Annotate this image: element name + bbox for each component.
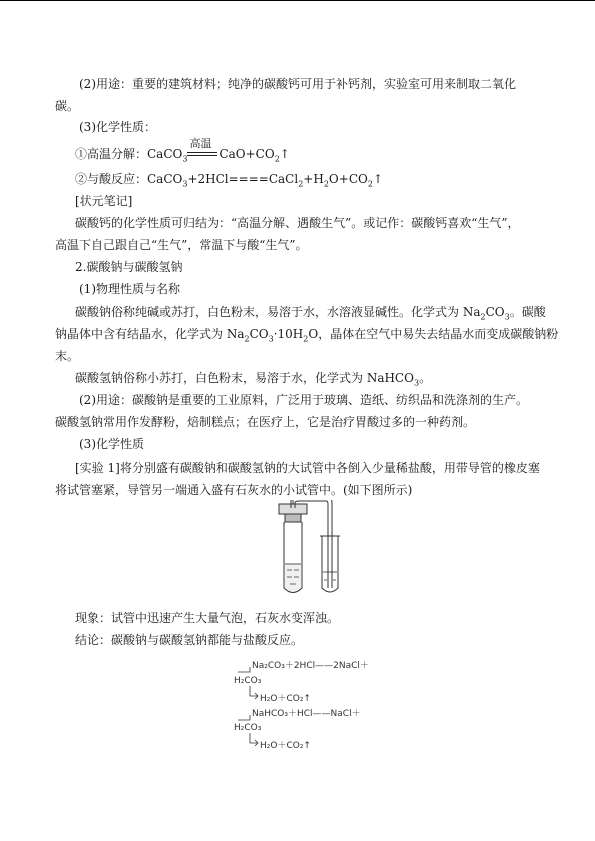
header-rule [0, 0, 595, 1]
acid-liquid [285, 564, 301, 592]
paragraph-uses-caco3-cont: 碳。 [55, 99, 80, 113]
intermediate-h2co3-2: H₂CO₃ [234, 723, 262, 733]
paragraph-nahco3: 碳酸氢钠俗称小苏打，白色粉末，易溶于水，化学式为 NaHCO$_3$。 [75, 371, 432, 388]
subheading-physical-properties: (1)物理性质与名称 [79, 282, 180, 296]
note-body: 碳酸钙的化学性质可归结为：“高温分解、遇酸生气”。或记作：碳酸钙喜欢“生气”， [75, 216, 520, 230]
equation-nahco3: NaHCO₃＋HCl——NaCl＋ [252, 709, 361, 719]
reaction-arrows [232, 654, 432, 754]
experiment-apparatus-diagram [266, 500, 376, 600]
small-test-tube [322, 536, 338, 592]
reaction-equations [232, 654, 432, 754]
reaction-condition-arrow: 高温 [187, 146, 219, 160]
paragraph-na2co3-cont: 钠晶体中含有结晶水，化学式为 $Na_2CO_3\cdot 10H_2O$，晶体在空气中易失去结晶水而变成碳酸钠粉 [55, 327, 559, 344]
experiment-description: [实验 1]将分别盛有碳酸钠和碳酸氢钠的大试管中各倒入少量稀盐酸，用带导管的橡皮塞 [75, 461, 540, 475]
paragraph-uses-sodium-cont: 碳酸氢钠常用作发酵粉，焙制糕点；在医疗上，它是治疗胃酸过多的一种药剂。 [55, 415, 476, 429]
heading-chemical-properties: (3)化学性质： [79, 120, 156, 134]
experiment-description-cont: 将试管塞紧，导管另一端通入盛有石灰水的小试管中。(如下图所示) [55, 483, 413, 497]
products-1: H₂O＋CO₂↑ [260, 694, 311, 704]
paragraph-uses-caco3: (2)用途：重要的建筑材料；纯净的碳酸钙可用于补钙剂，实验室可用来制取二氧化 [79, 77, 517, 91]
equation-decomposition: ①高温分解：CaCO$_3$ 高温 $CaO+CO_2↑$ [75, 137, 290, 164]
intermediate-h2co3-1: H₂CO₃ [234, 676, 262, 686]
conclusion-text: 结论：碳酸钠与碳酸氢钠都能与盐酸反应。 [75, 633, 304, 647]
note-body-cont: 高温下自己跟自己“生气”，常温下与酸“生气”。 [55, 238, 308, 252]
paragraph-na2co3: 碳酸钠俗称纯碱或苏打，白色粉末，易溶于水，水溶液显碱性。化学式为 $Na_2CO_3$。碳酸 [75, 305, 546, 322]
subheading-chemical-properties-2: (3)化学性质 [79, 437, 144, 451]
products-2: H₂O＋CO₂↑ [260, 741, 311, 751]
section-heading-sodium-carbonates: 2.碳酸钠与碳酸氢钠 [75, 260, 183, 274]
equation-na2co3: Na₂CO₃＋2HCl——2NaCl＋ [252, 661, 369, 671]
rubber-stopper [279, 504, 307, 514]
note-heading: [状元笔记] [75, 194, 133, 208]
equation-acid-reaction: ②与酸反应：$CaCO_3+2HCl====CaCl_2+H_2O+CO_2↑$ [75, 172, 383, 189]
observation-text: 现象：试管中迅速产生大量气泡，石灰水变浑浊。 [75, 611, 340, 625]
paragraph-na2co3-end: 末。 [55, 349, 80, 363]
paragraph-uses-sodium: (2)用途：碳酸钠是重要的工业原料，广泛用于玻璃、造纸、纺织品和洗涤剂的生产。 [79, 393, 529, 407]
